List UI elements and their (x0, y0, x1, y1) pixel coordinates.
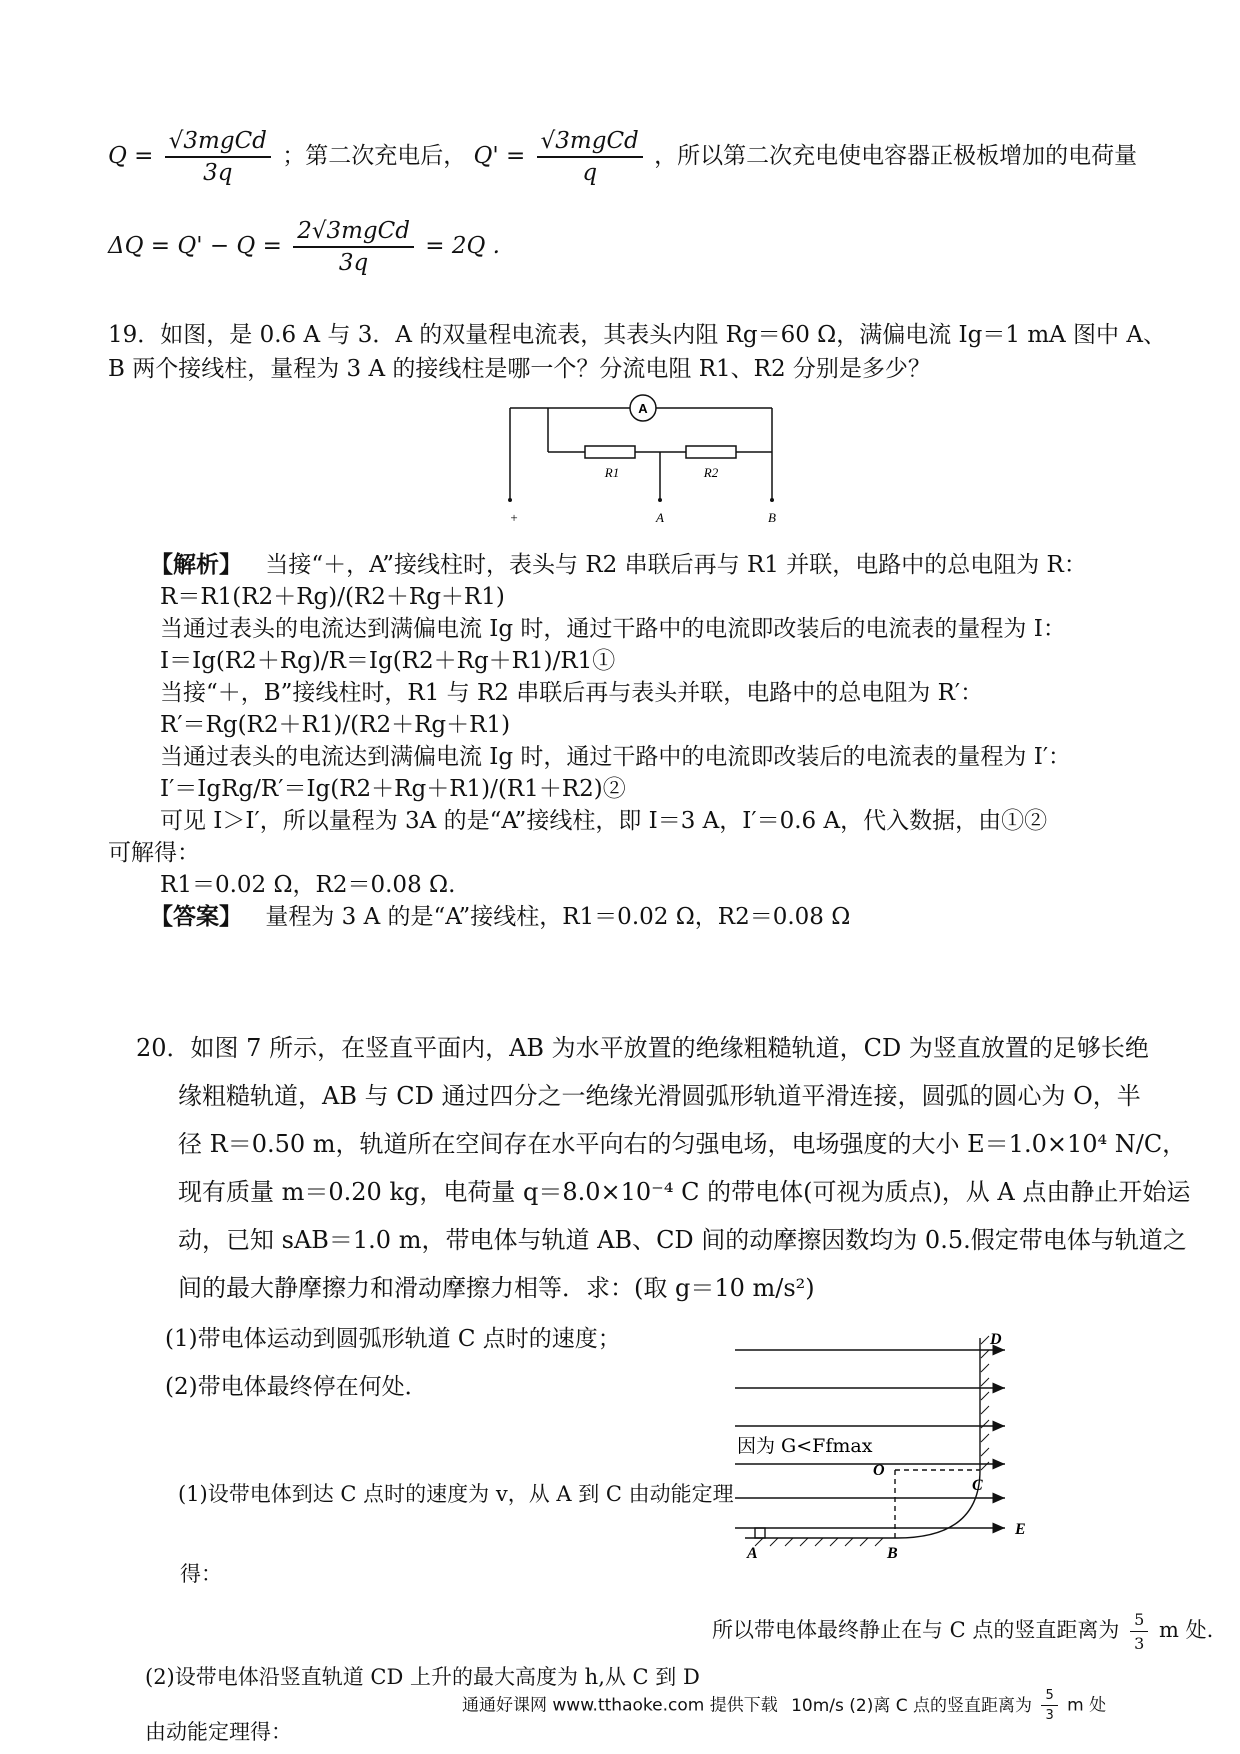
text-second-charge: ；第二次充电后， (282, 143, 467, 169)
solution-line-1: R＝R1(R2＋Rg)/(R2＋Rg＋R1) (160, 584, 505, 610)
solution-line-7: I′＝IgRg/R′＝Ig(R2＋Rg＋R1)/(R1＋R2)② (160, 776, 626, 802)
solution-line-5: R′＝Rg(R2＋R1)/(R2＋Rg＋R1) (160, 712, 511, 738)
dq-lhs: ΔQ = Q' − Q = (108, 233, 282, 259)
q20-track-diagram (735, 1330, 1035, 1560)
footer-garble-tail: m 处 (1067, 1695, 1107, 1716)
label-o: O (873, 1462, 885, 1479)
ammeter-label: A (638, 401, 648, 416)
q20-line-0: 20．如图 7 所示，在竖直平面内，AB 为水平放置的绝缘粗糙轨道，CD 为竖直放置的足够长绝 (136, 1034, 1149, 1062)
q20-sol1-b: 得： (180, 1562, 222, 1586)
q-denominator: 3q (203, 160, 233, 186)
dq-rhs: = 2Q . (425, 233, 500, 259)
q20-line-1: 缘粗糙轨道，AB 与 CD 通过四分之一绝缘光滑圆弧形轨道平滑连接，圆弧的圆心为 O，半 (178, 1082, 1141, 1110)
q20-sol2-b: 由动能定理得： (145, 1720, 292, 1744)
q20-line-2: 径 R＝0.50 m，轨道所在空间存在水平向右的匀强电场，电场强度的大小 E＝1.0×10⁴ N/C， (178, 1130, 1187, 1158)
jiexi-tag: 【解析】 (150, 551, 242, 578)
q-lhs: Q = (108, 143, 154, 169)
plus-terminal-label: + (510, 510, 518, 525)
text-charge-increase: ，所以第二次充电使电容器正极板增加的电荷量 (654, 143, 1138, 169)
q20-line-4: 动，已知 sAB＝1.0 m，带电体与轨道 AB、CD 间的动摩擦因数均为 0.5.假定带电体与轨道之 (178, 1226, 1187, 1254)
final-num: 5 (1130, 1610, 1148, 1632)
q-fraction (165, 128, 271, 186)
q20-sol2: (2)设带电体沿竖直轨道 CD 上升的最大高度为 h,从 C 到 D (145, 1665, 700, 1689)
terminal-a-label: A (656, 510, 664, 525)
solution-line-4: 当接“＋，B”接线柱时，R1 与 R2 串联后再与表头并联，电路中的总电阻为 R′： (160, 680, 984, 706)
footer-den: 3 (1045, 1708, 1054, 1723)
dq-fraction (293, 218, 414, 276)
solution-line-9: 可解得： (108, 840, 200, 866)
q20-final-line (712, 1610, 1213, 1662)
q-numerator: √3mgCd (165, 128, 271, 158)
overlay-text: 因为 G<Ffmax (737, 1435, 873, 1457)
q20-line-5: 间的最大静摩擦力和滑动摩擦力相等．求：(取 g＝10 m/s²) (178, 1274, 815, 1302)
solution-line-8: 可见 I＞I′，所以量程为 3A 的是“A”接线柱，即 I＝3 A，I′＝0.6 A，代入数据，由①② (160, 808, 1048, 834)
label-b: B (887, 1545, 898, 1560)
footer-num: 5 (1041, 1688, 1057, 1706)
qp-fraction (537, 128, 643, 186)
q20-sol1: (1)设带电体到达 C 点时的速度为 v，从 A 到 C 由动能定理 (178, 1482, 734, 1506)
footer-garble: 10m/s (2)离 C 点的竖直距离为 (791, 1695, 1033, 1716)
q20-sub2: (2)带电体最终停在何处． (165, 1374, 428, 1400)
answer-text: 量程为 3 A 的是“A”接线柱，R1＝0.02 Ω，R2＝0.08 Ω (265, 904, 851, 930)
answer-tag: 【答案】 (150, 903, 242, 930)
r2-label: R2 (703, 465, 719, 480)
equation-q-line (108, 128, 1137, 198)
label-a: A (747, 1545, 758, 1560)
solution-line-3: I＝Ig(R2＋Rg)/R＝Ig(R2＋Rg＋R1)/R1① (160, 648, 616, 674)
q19-line2: B 两个接线柱，量程为 3 A 的接线柱是哪一个？分流电阻 R1、R2 分别是多少？ (108, 356, 931, 382)
solution-line-0: 当接“＋，A”接线柱时，表头与 R2 串联后再与 R1 并联，电路中的总电阻为 R： (265, 552, 1087, 578)
dq-denominator: 3q (338, 250, 369, 276)
footer-source: 通通好课网 www.tthaoke.com 提供下载 (462, 1695, 778, 1716)
q19-line1: 19．如图，是 0.6 A 与 3．A 的双量程电流表，其表头内阻 Rg＝60 Ω，满偏电流 Ig＝1 mA 图中 A、 (108, 322, 1166, 348)
solution-line-6: 当通过表头的电流达到满偏电流 Ig 时，通过干路中的电流即改装后的电流表的量程为 I′： (160, 744, 1072, 770)
q20-sub1: (1)带电体运动到圆弧形轨道 C 点时的速度； (165, 1326, 621, 1352)
equation-delta-q-line (108, 218, 500, 288)
q19-answer (150, 898, 850, 931)
label-c: C (972, 1477, 983, 1494)
q19-circuit-diagram (500, 390, 790, 530)
final-post: m 处. (1158, 1618, 1214, 1642)
dq-numerator: 2√3mgCd (293, 218, 414, 248)
r1-label: R1 (604, 465, 620, 480)
label-e: E (1015, 1521, 1026, 1538)
qp-numerator: √3mgCd (537, 128, 643, 158)
solution-line-2: 当通过表头的电流达到满偏电流 Ig 时，通过干路中的电流即改装后的电流表的量程为 I： (160, 616, 1066, 642)
q20-line-3: 现有质量 m＝0.20 kg，电荷量 q＝8.0×10⁻⁴ C 的带电体(可视为质点)，从 A 点由静止开始运 (178, 1178, 1191, 1206)
qp-denominator: q (582, 160, 598, 186)
final-den: 3 (1134, 1634, 1145, 1653)
footer-fraction (1041, 1688, 1057, 1723)
solution-line-10: R1＝0.02 Ω，R2＝0.08 Ω. (160, 872, 456, 898)
final-pre: 所以带电体最终静止在与 C 点的竖直距离为 (712, 1618, 1120, 1642)
footer-line (462, 1688, 1106, 1728)
terminal-b-label: B (768, 510, 776, 525)
label-d: D (990, 1331, 1002, 1348)
q19-solution-first-line (150, 546, 1087, 579)
qp-lhs: Q' = (473, 143, 526, 169)
final-fraction (1130, 1610, 1148, 1653)
